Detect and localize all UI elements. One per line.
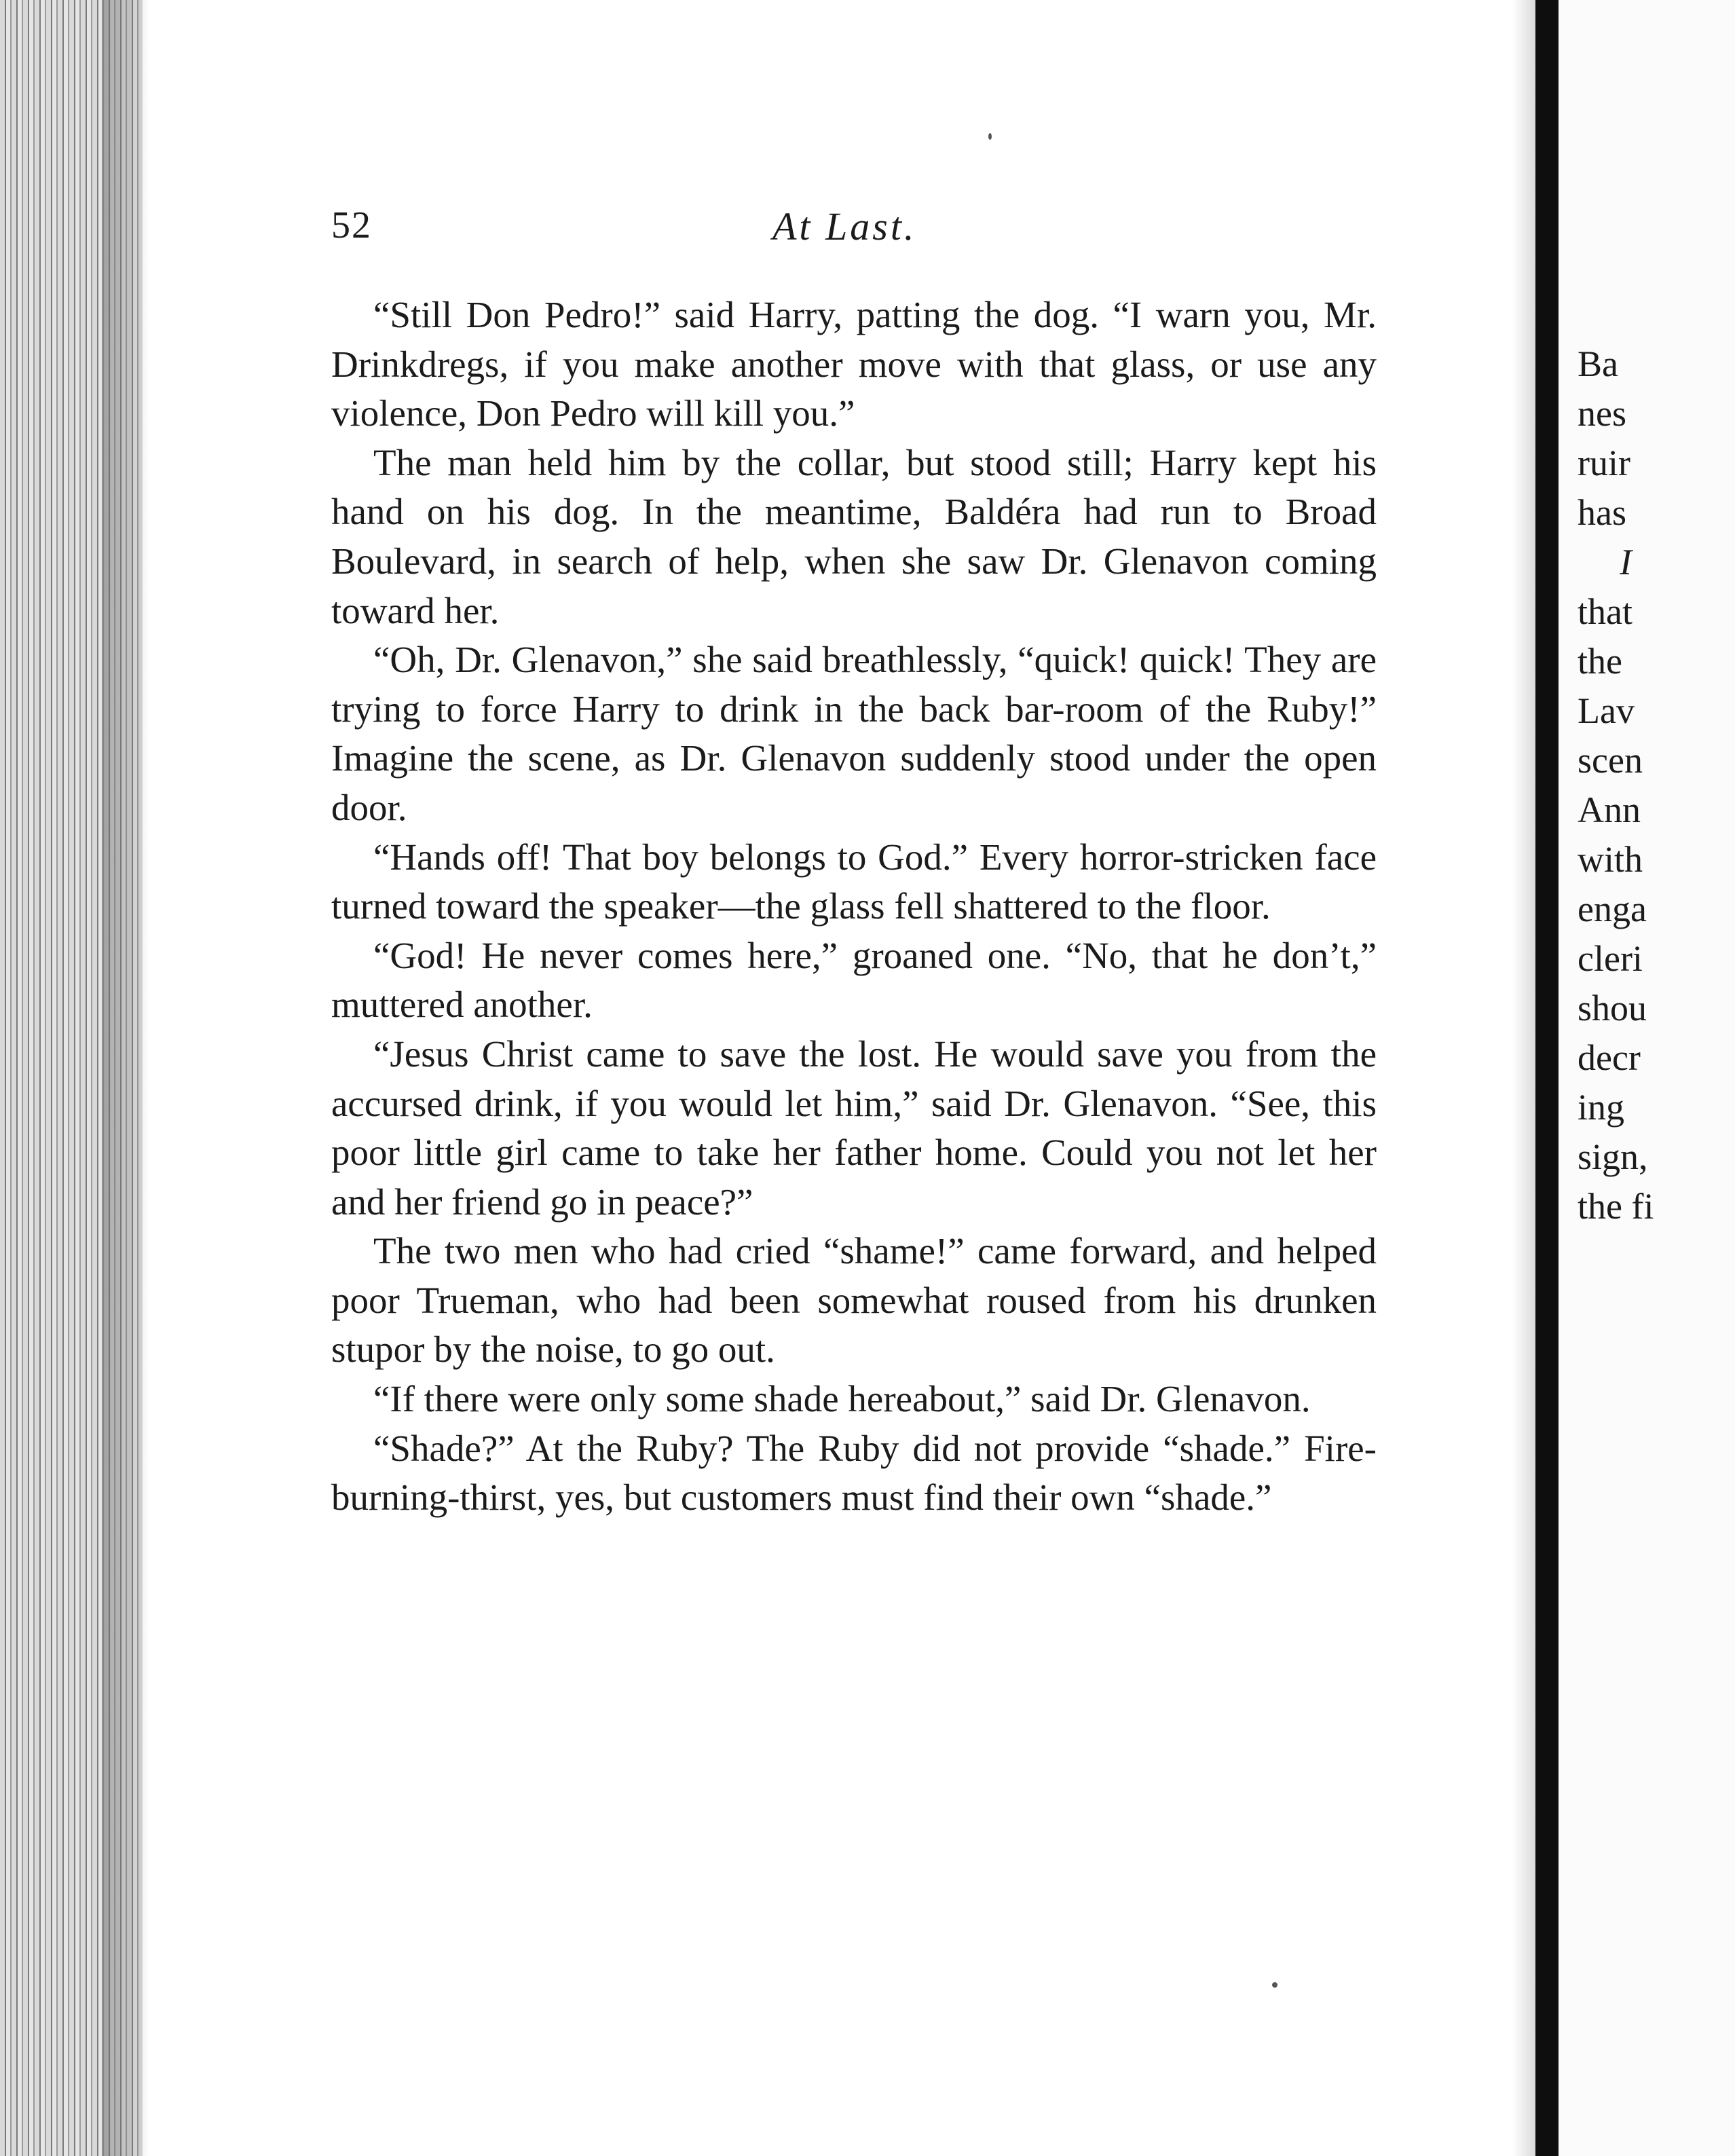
facing-line: I: [1620, 542, 1632, 582]
facing-line: Ann: [1578, 789, 1641, 830]
facing-line: enga: [1578, 889, 1647, 929]
paragraph: “If there were only some shade hereabout,” said Dr. Glenavon.: [373, 1378, 1311, 1420]
page-edge-shadow: [102, 0, 149, 2156]
paragraph: “Oh, Dr. Glenavon,” she said breathlessly, “quick! quick! They are trying to force Harry to drink in the back bar-room of the Ruby!” Imagine the scene, as Dr. Glenavon suddenly stood under the open door.: [331, 639, 1377, 828]
facing-line: that: [1578, 591, 1633, 632]
paragraph: “God! He never comes here,” groaned one. “No, that he don’t,” muttered another.: [331, 934, 1377, 1026]
paragraph: “Shade?” At the Ruby? The Ruby did not provide “shade.” Fire-burning-thirst, yes, but customers must find their own “shade.”: [331, 1427, 1377, 1519]
running-head: [331, 204, 1377, 258]
facing-line: Lav: [1578, 690, 1635, 731]
paragraph: “Jesus Christ came to save the lost. He would save you from the accursed drink, if you would let him,” said Dr. Glenavon. “See, this poor little girl came to take her father home. Could you not let her and her friend go in peace?”: [331, 1033, 1377, 1223]
facing-line: with: [1578, 839, 1643, 880]
facing-line: Ba: [1578, 343, 1618, 384]
facing-line: ing: [1578, 1087, 1625, 1128]
facing-page-text: [1578, 339, 1654, 1231]
running-title: At Last.: [772, 204, 917, 248]
facing-line: the: [1578, 641, 1622, 682]
scan-speck: [1272, 1982, 1277, 1988]
facing-line: scen: [1578, 740, 1643, 781]
paragraph: The man held him by the collar, but stood still; Harry kept his hand on his dog. In the meantime, Baldéra had run to Broad Boulevard, in search of help, when she saw Dr. Glenavon coming toward her.: [331, 441, 1377, 631]
gutter-shadow: [1512, 0, 1535, 2156]
paragraph: “Hands off! That boy belongs to God.” Every horror-stricken face turned toward the speaker—the glass fell shattered to the floor.: [331, 836, 1377, 927]
facing-line: has: [1578, 492, 1626, 533]
paragraph: The two men who had cried “shame!” came forward, and helped poor Trueman, who had been somewhat roused from his drunken stupor by the noise, to go out.: [331, 1230, 1377, 1371]
page-body: [331, 291, 1377, 1523]
facing-line: sign,: [1578, 1136, 1648, 1177]
page-number: 52: [331, 204, 372, 246]
scan-speck: [988, 133, 992, 140]
facing-line: decr: [1578, 1037, 1641, 1078]
facing-line: ruir: [1578, 443, 1630, 483]
facing-line: shou: [1578, 988, 1647, 1028]
book-gutter: [1535, 0, 1559, 2156]
facing-line: cleri: [1578, 938, 1643, 979]
facing-line: nes: [1578, 393, 1626, 434]
facing-line: the fi: [1578, 1186, 1654, 1227]
paragraph: “Still Don Pedro!” said Harry, patting the dog. “I warn you, Mr. Drinkdregs, if you make another move with that glass, or use any violence, Don Pedro will kill you.”: [331, 294, 1377, 434]
